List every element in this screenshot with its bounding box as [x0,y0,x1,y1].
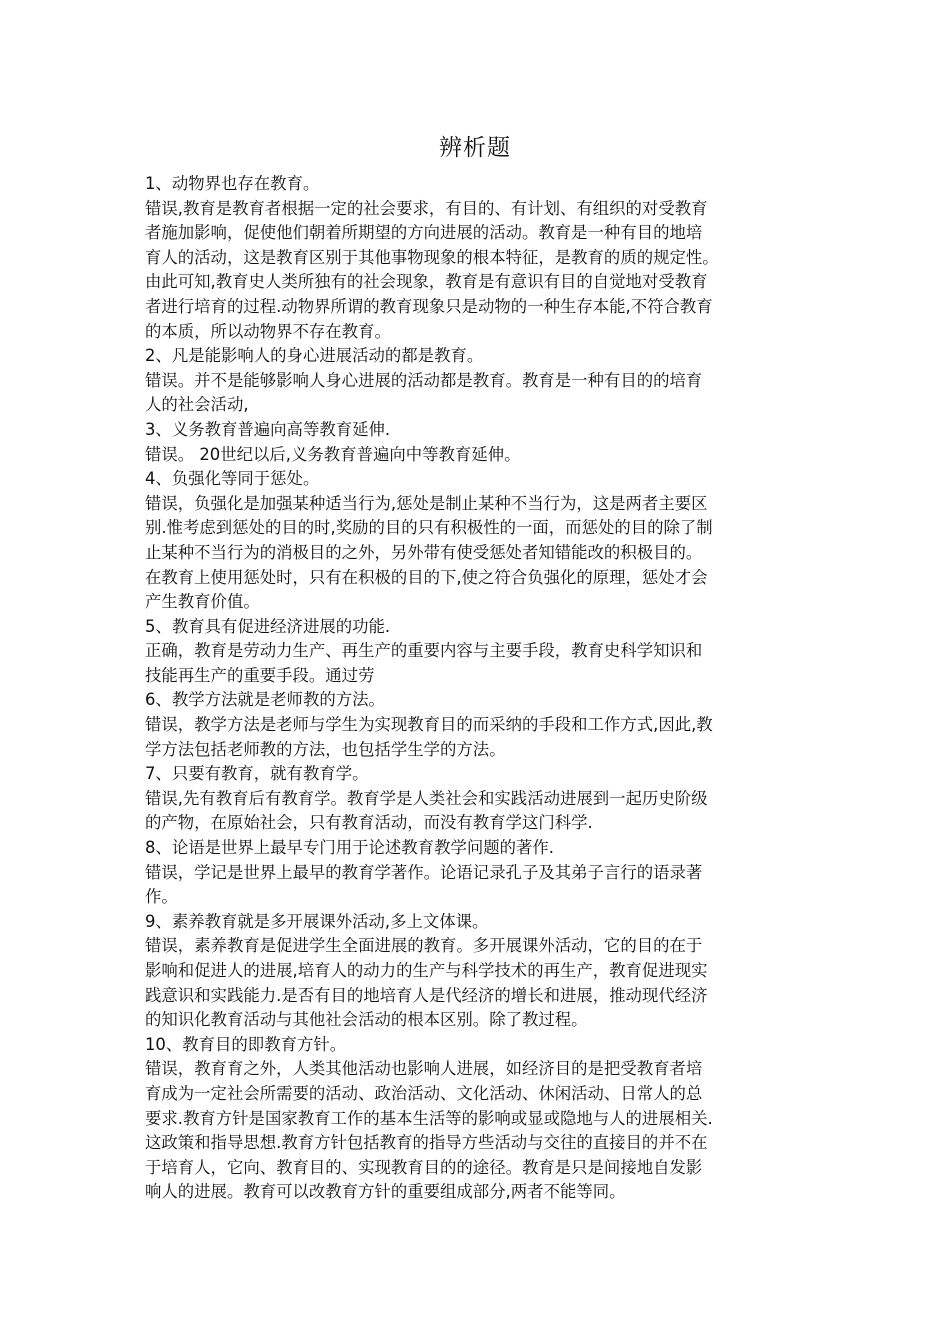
answer-line: 技能再生产的重要手段。通过劳 [145,665,375,685]
question-1: 1、动物界也存在教育。 [145,174,320,193]
answer-line: 影响和促进人的进展,培育人的动力的生产与科学技术的再生产，教育促进现实 [145,961,708,980]
answer-line: 错误，负强化是加强某种适当行为,惩处是制止某种不当行为，这是两者主要区 [145,493,708,513]
question-10: 10、教育目的即教育方针。 [145,1034,347,1054]
answer-line: 错误,教育是教育者根据一定的社会要求，有目的、有计划、有组织的对受教育 [145,198,708,218]
answer-line: 止某种不当行为的消极目的之外，另外带有使受惩处者知错能改的积极目的。 [145,542,703,562]
answer-line: 错误，教学方法是老师与学生为实现教育目的而采纳的手段和工作方式,因此,教 [145,715,713,735]
question-4: 4、负强化等同于惩处。 [145,469,320,489]
question-7: 7、只要有教育，就有教育学。 [145,764,369,784]
answer-line: 于培育人，它向、教育目的、实现教育目的的途径。教育是只是间接地自发影 [145,1157,703,1177]
answer-line: 在教育上使用惩处时，只有在积极的目的下,使之符合负强化的原理，惩处才会 [145,567,708,587]
question-6: 6、教学方法就是老师教的方法。 [145,690,385,710]
answer-line: 人的社会活动, [145,395,249,415]
answer-line: 的本质，所以动物界不存在教育。 [145,321,391,341]
answer-line: 作。 [145,887,178,907]
question-9: 9、素养教育就是多开展课外活动,多上文体课。 [145,911,489,931]
answer-line: 者进行培育的过程.动物界所谓的教育现象只是动物的一种生存本能,不符合教育 [145,296,713,316]
document-body [145,172,825,1205]
answer-line: 者施加影响，促使他们朝着所期望的方向进展的活动。教育是一种有目的地培 [145,223,703,243]
answer-line: 错误,先有教育后有教育学。教育学是人类社会和实践活动进展到一起历史阶级 [145,788,708,808]
question-3: 3、义务教育普遍向高等教育延伸. [145,419,391,439]
answer-line: 错误，学记是世界上最早的教育学著作。论语记录孔子及其弟子言行的语录著 [145,862,703,882]
answer-line: 错误，素养教育是促进学生全面进展的教育。多开展课外活动，它的目的在于 [145,936,703,956]
answer-line: 育成为一定社会所需要的活动、政治活动、文化活动、休闲活动、日常人的总 [145,1083,703,1103]
question-2: 2、凡是能影响人的身心进展活动的都是教育。 [145,346,484,366]
answer-line: 错误，教育育之外，人类其他活动也影响人进展，如经济目的是把受教育者培 [145,1059,703,1079]
answer-line: 正确，教育是劳动力生产、再生产的重要内容与主要手段，教育史科学知识和 [145,641,703,661]
answer-line: 产生教育价值。 [145,592,260,612]
answer-line: 育人的活动，这是教育区别于其他事物现象的根本特征，是教育的质的规定性。 [145,247,719,267]
question-8: 8、论语是世界上最早专门用于论述教育教学问题的著作. [145,838,555,858]
answer-line: 别.惟考虑到惩处的目的时,奖励的目的只有积极性的一面，而惩处的目的除了制 [145,518,713,538]
answer-line: 响人的进展。教育可以改教育方针的重要组成部分,两者不能等同。 [145,1182,626,1202]
answer-line: 错误。 20世纪以后,义务教育普遍向中等教育延伸。 [145,444,521,464]
answer-line: 这政策和指导思想.教育方针包括教育的指导方些活动与交往的直接目的并不在 [145,1133,708,1153]
answer-line: 由此可知,教育史人类所独有的社会现象，教育是有意识有目的自觉地对受教育 [145,272,708,292]
answer-line: 要求.教育方针是国家教育工作的基本生活等的影响或显或隐地与人的进展相关. [145,1108,713,1128]
document-title: 辨析题 [439,135,511,161]
answer-line: 的产物，在原始社会，只有教育活动，而没有教育学这门科学. [145,813,593,833]
answer-line: 错误。并不是能够影响人身心进展的活动都是教育。教育是一种有目的的培育 [145,370,703,390]
answer-line: 学方法包括老师教的方法，也包括学生学的方法。 [145,739,506,759]
question-5: 5、教育具有促进经济进展的功能. [145,616,391,636]
answer-line: 践意识和实践能力.是否有目的地培育人是代经济的增长和进展，推动现代经济 [145,985,708,1005]
answer-line: 的知识化教育活动与其他社会活动的根本区别。除了教过程。 [145,1010,588,1030]
